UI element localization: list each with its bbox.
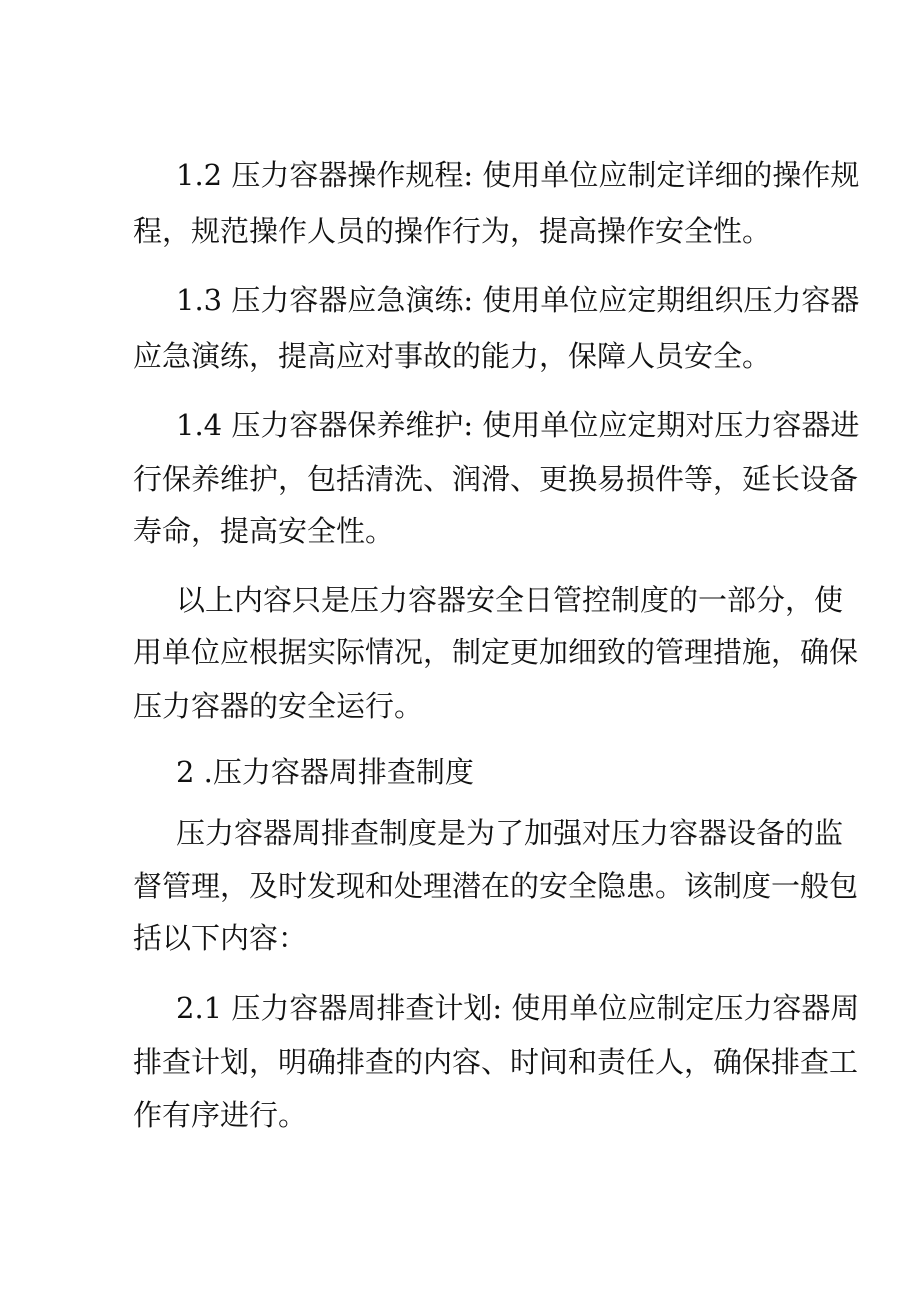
paragraph-2-intro-line-3: 括以下内容：	[133, 921, 308, 955]
paragraph-2-1-line-3: 作有序进行。	[133, 1098, 308, 1132]
paragraph-summary-line-1: 以上内容只是压力容器安全日管控制度的一部分，使	[176, 583, 844, 617]
paragraph-1-3-line-1: 1.3 压力容器应急演练: 使用单位应定期组织压力容器	[176, 283, 860, 317]
paragraph-summary-line-2: 用单位应根据实际情况，制定更加细致的管理措施，确保	[133, 635, 859, 669]
paragraph-2-1-line-2: 排查计划，明确排查的内容、时间和责任人，确保排查工	[133, 1045, 859, 1079]
paragraph-2-intro-line-1: 压力容器周排查制度是为了加强对压力容器设备的监	[176, 816, 844, 850]
paragraph-1-4-line-3: 寿命，提高安全性。	[133, 514, 395, 548]
paragraph-1-4-line-1: 1.4 压力容器保养维护: 使用单位应定期对压力容器进	[176, 408, 860, 442]
paragraph-1-2-line-2: 程，规范操作人员的操作行为，提高操作安全性。	[133, 214, 772, 248]
section-heading-2: 2 .压力容器周排查制度	[176, 755, 474, 789]
paragraph-1-2-line-1: 1.2 压力容器操作规程: 使用单位应制定详细的操作规	[176, 158, 860, 192]
paragraph-summary-line-3: 压力容器的安全运行。	[133, 689, 424, 723]
paragraph-1-4-line-2: 行保养维护，包括清洗、润滑、更换易损件等，延长设备	[133, 462, 859, 496]
paragraph-2-1-line-1: 2.1 压力容器周排查计划: 使用单位应制定压力容器周	[176, 991, 860, 1025]
paragraph-2-intro-line-2: 督管理，及时发现和处理潜在的安全隐患。该制度一般包	[133, 869, 859, 903]
paragraph-1-3-line-2: 应急演练，提高应对事故的能力，保障人员安全。	[133, 339, 772, 373]
